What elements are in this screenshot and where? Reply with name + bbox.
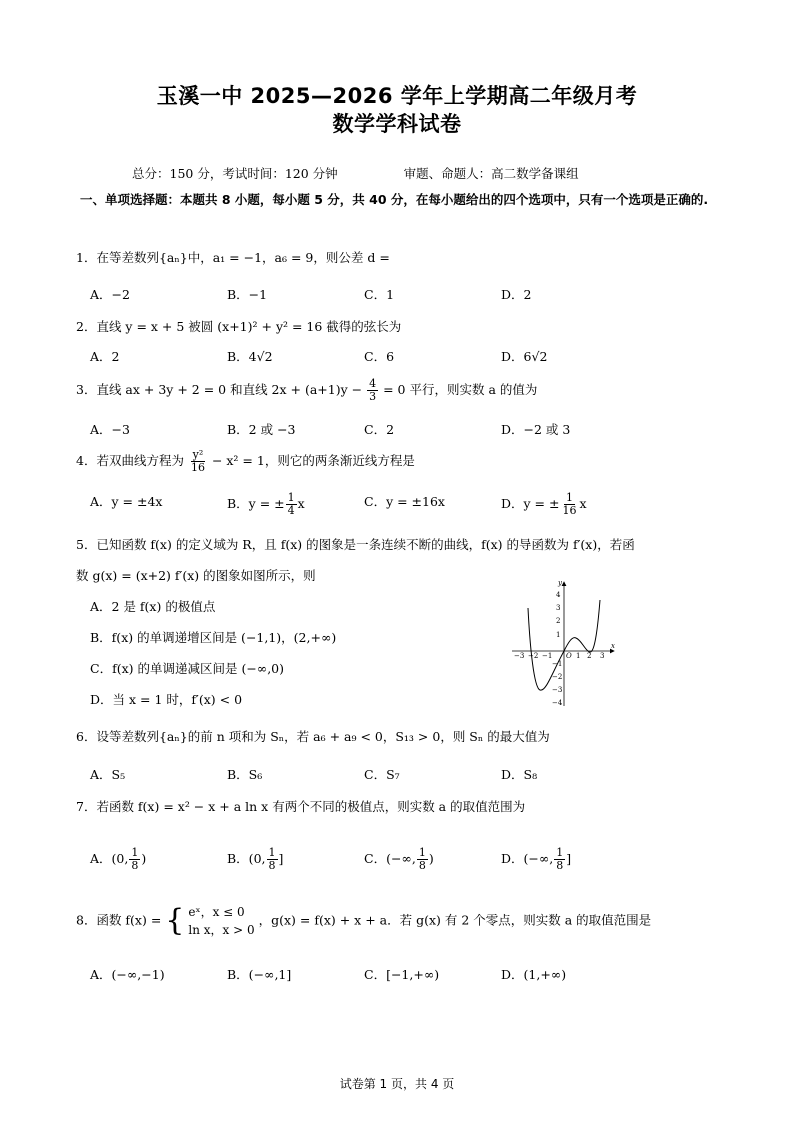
question-2-options <box>90 347 710 365</box>
q7-d-pre: D．(−∞, <box>501 851 554 866</box>
x-axis-label: x <box>611 642 615 650</box>
q5-option-a[interactable]: A．2 是 f(x) 的极值点 <box>90 599 216 614</box>
q7-b-pre: B．(0, <box>227 851 266 866</box>
q4-b-post: x <box>297 496 305 511</box>
q4-b-fraction <box>286 492 297 517</box>
question-7-stem: 7．若函数 f(x) = x² − x + a ln x 有两个不同的极值点，则实数 a 的取值范围为 <box>76 799 526 814</box>
q4-stem-pre: 4．若双曲线方程为 <box>76 453 184 468</box>
q7-c-fraction <box>417 847 428 872</box>
q4-b-den: 4 <box>287 504 295 517</box>
q7-c-den: 8 <box>418 859 426 872</box>
q7-option-b[interactable] <box>227 847 364 872</box>
q6-option-c[interactable]: C．S₇ <box>364 767 400 782</box>
x-tick-label: 2 <box>587 652 592 660</box>
x-tick-label: −3 <box>514 652 525 660</box>
q4-b-num: 1 <box>287 491 295 504</box>
q3-option-c[interactable]: C．2 <box>364 422 395 437</box>
q8-option-c[interactable]: C．[−1,+∞) <box>364 967 440 982</box>
q5-option-c[interactable]: C．f(x) 的单调递减区间是 (−∞,0) <box>90 661 285 676</box>
q7-c-pre: C．(−∞, <box>364 851 416 866</box>
q2-option-a[interactable]: A．2 <box>90 349 120 364</box>
q8-option-d[interactable]: D．(1,+∞) <box>501 967 567 982</box>
q7-option-a[interactable] <box>90 847 227 872</box>
q6-option-a[interactable]: A．S₅ <box>90 767 126 782</box>
q4-d-den: 16 <box>562 504 577 517</box>
q4-option-d[interactable] <box>501 492 638 517</box>
x-tick-label: −2 <box>528 652 539 660</box>
q7-d-fraction <box>554 847 565 872</box>
question-3-stem <box>76 378 537 403</box>
q4-d-pre: D．y = ± <box>501 496 560 511</box>
q3-frac-num: 4 <box>369 377 377 390</box>
q4-stem-post: − x² = 1，则它的两条渐近线方程是 <box>211 453 415 468</box>
q7-d-den: 8 <box>556 859 564 872</box>
q8-option-b[interactable]: B．(−∞,1] <box>227 967 292 982</box>
q4-frac-den: 16 <box>190 461 205 474</box>
q7-a-fraction <box>129 847 140 872</box>
q1-option-a[interactable]: A．−2 <box>90 287 130 302</box>
y-tick-label: 3 <box>556 604 561 612</box>
q4-d-post: x <box>579 496 587 511</box>
q7-d-post: ] <box>566 851 572 866</box>
q1-option-d[interactable]: D．2 <box>501 287 532 302</box>
y-axis-label: y <box>558 579 562 587</box>
q4-frac-num: y² <box>192 448 204 461</box>
q4-option-c[interactable]: C．y = ±16x <box>364 494 445 509</box>
q5-option-b[interactable]: B．f(x) 的单调递增区间是 (−1,1)，(2,+∞) <box>90 630 337 645</box>
q4-b-pre: B．y = ± <box>227 496 285 511</box>
q5-option-d[interactable]: D．当 x = 1 时，f′(x) < 0 <box>90 692 243 707</box>
q7-d-num: 1 <box>556 846 564 859</box>
y-tick-label: 1 <box>556 631 561 639</box>
setters-text: 审题、命题人：高二数学备课组 <box>403 166 579 181</box>
x-tick-label: 1 <box>576 652 581 660</box>
q3-stem-pre: 3．直线 ax + 3y + 2 = 0 和直线 2x + (a+1)y − <box>76 382 363 397</box>
section-heading: 一、单项选择题：本题共 8 小题，每小题 5 分，共 40 分，在每小题给出的四个选项中，只有一个选项是正确的. <box>80 192 709 207</box>
brace-symbol: { <box>165 903 185 938</box>
q2-option-b[interactable]: B．4√2 <box>227 349 273 364</box>
piecewise-cases <box>188 903 254 939</box>
question-5-stem-line1: 5．已知函数 f(x) 的定义域为 R，且 f(x) 的图象是一条连续不断的曲线，f(x) 的导函数为 f′(x)，若函 <box>76 537 635 552</box>
question-4-stem <box>76 449 415 474</box>
q7-b-num: 1 <box>268 846 276 859</box>
q4-option-b[interactable] <box>227 492 364 517</box>
y-tick-label: −4 <box>552 699 563 707</box>
question-1-stem: 1．在等差数列{aₙ}中，a₁ = −1，a₆ = 9，则公差 d = <box>76 250 390 265</box>
q7-c-post: ) <box>428 851 434 866</box>
question-5-stem-line2: 数 g(x) = (x+2) f′(x) 的图象如图所示，则 <box>76 568 316 583</box>
q7-b-den: 8 <box>268 859 276 872</box>
q3-option-b[interactable]: B．2 或 −3 <box>227 422 296 437</box>
q8-case-1: eˣ，x ≤ 0 <box>188 905 245 919</box>
q1-option-b[interactable]: B．−1 <box>227 287 268 302</box>
q8-stem-pre: 8．函数 f(x) = <box>76 912 162 928</box>
exam-meta <box>132 164 641 182</box>
q1-option-c[interactable]: C．1 <box>364 287 395 302</box>
y-tick-label: −1 <box>552 660 563 668</box>
x-tick-label: −1 <box>542 652 553 660</box>
q6-option-d[interactable]: D．S₈ <box>501 767 538 782</box>
y-tick-label: −3 <box>552 686 563 694</box>
q4-d-num: 1 <box>565 491 573 504</box>
q7-b-fraction <box>267 847 278 872</box>
question-6-stem: 6．设等差数列{aₙ}的前 n 项和为 Sₙ，若 a₆ + a₉ < 0，S₁₃ > 0，则 Sₙ 的最大值为 <box>76 729 550 744</box>
q7-a-den: 8 <box>131 859 139 872</box>
page-footer: 试卷第 1 页，共 4 页 <box>339 1077 455 1091</box>
q3-stem-post: = 0 平行，则实数 a 的值为 <box>383 382 538 397</box>
q4-d-fraction <box>560 492 578 517</box>
q3-fraction <box>367 378 378 403</box>
q7-b-post: ] <box>278 851 284 866</box>
question-2-stem: 2．直线 y = x + 5 被圆 (x+1)² + y² = 16 截得的弦长为 <box>76 319 402 334</box>
q2-option-d[interactable]: D．6√2 <box>501 349 548 364</box>
function-graph <box>508 578 618 710</box>
q7-a-pre: A．(0, <box>90 851 129 866</box>
q3-option-a[interactable]: A．−3 <box>90 422 130 437</box>
y-tick-label: −2 <box>552 673 563 681</box>
q6-option-b[interactable]: B．S₆ <box>227 767 263 782</box>
total-score-text: 总分：150 分，考试时间：120 分钟 <box>132 166 338 181</box>
question-8-options <box>90 965 710 983</box>
question-8-stem <box>76 903 651 939</box>
question-6-options <box>90 765 710 783</box>
q7-a-post: ) <box>141 851 147 866</box>
q2-option-c[interactable]: C．6 <box>364 349 395 364</box>
q7-option-c[interactable] <box>364 847 501 872</box>
question-3-options <box>90 420 710 438</box>
exam-title: 玉溪一中 2025—2026 学年上学期高二年级月考 <box>156 84 638 108</box>
q4-option-a[interactable]: A．y = ±4x <box>90 494 163 509</box>
question-1-options <box>90 285 710 303</box>
y-tick-label: 4 <box>556 591 561 599</box>
q7-a-num: 1 <box>131 846 139 859</box>
q3-option-d[interactable]: D．−2 或 3 <box>501 422 571 437</box>
y-tick-label: 2 <box>556 617 561 625</box>
question-7-options <box>90 847 710 872</box>
q3-frac-den: 3 <box>369 390 377 403</box>
exam-subtitle: 数学学科试卷 <box>332 112 462 136</box>
q8-option-a[interactable]: A．(−∞,−1) <box>90 967 165 982</box>
question-4-options <box>90 492 710 517</box>
q8-stem-post: ，g(x) = f(x) + x + a．若 g(x) 有 2 个零点，则实数 a 的取值范围是 <box>258 912 652 928</box>
q4-fraction <box>189 449 207 474</box>
q7-option-d[interactable] <box>501 847 638 872</box>
q7-c-num: 1 <box>418 846 426 859</box>
x-tick-label: 3 <box>600 652 605 660</box>
origin-label: O <box>566 652 572 660</box>
q8-case-2: ln x，x > 0 <box>188 923 255 937</box>
